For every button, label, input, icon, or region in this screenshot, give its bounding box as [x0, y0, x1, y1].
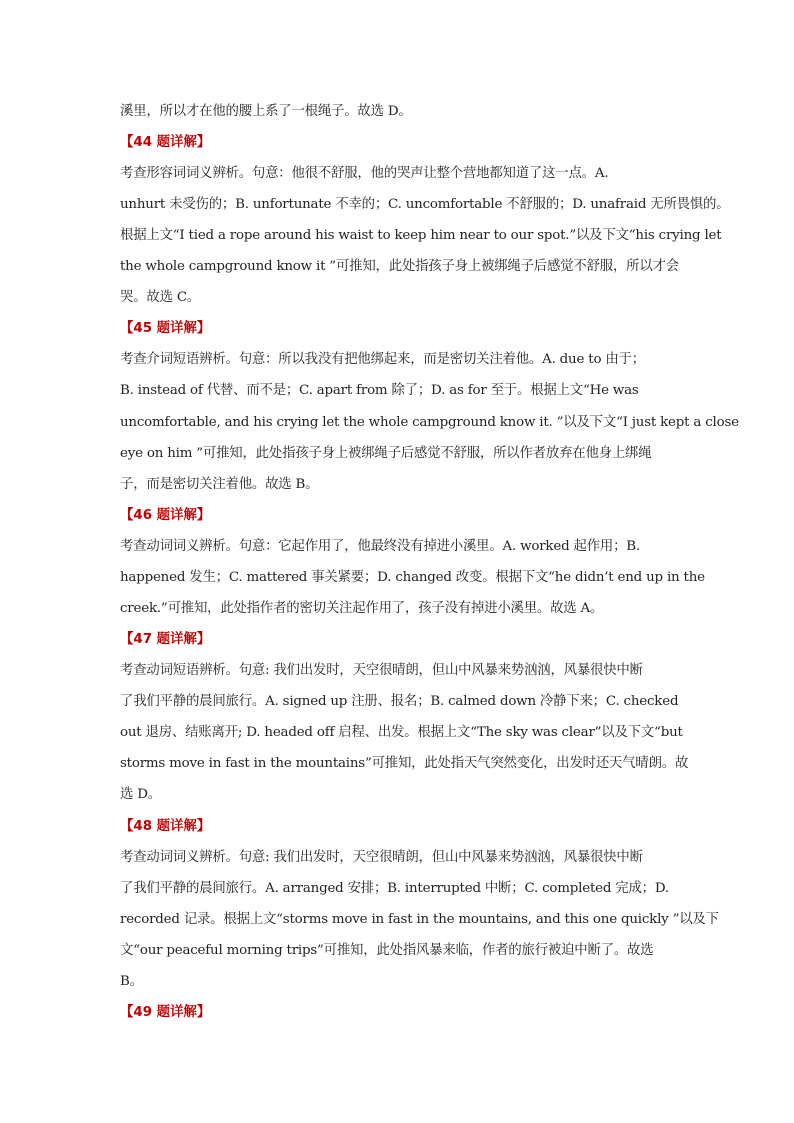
section-heading-45: 【45 题详解】	[120, 321, 211, 336]
text-line: 文“our peaceful morning trips”可推知，此处指风暴来临，作者的旅行被迫中断了。故选	[120, 943, 654, 958]
section-heading-44: 【44 题详解】	[120, 135, 211, 150]
text-line: 了我们平静的晨间旅行。A. arranged 安排；B. interrupted 中断；C. completed 完成；D.	[120, 881, 669, 896]
text-line: 根据上文“I tied a rope around his waist to keep him near to our spot.”以及下文“his crying let	[120, 228, 722, 243]
text-line: storms move in fast in the mountains”可推知，此处指天气突然变化，出发时还天气晴朗。故	[120, 756, 689, 771]
section-heading-49: 【49 题详解】	[120, 1005, 211, 1020]
text-line: 考查介词短语辨析。句意：所以我没有把他绑起来，而是密切关注着他。A. due to 由于；	[120, 352, 645, 367]
text-line: unhurt 未受伤的；B. unfortunate 不幸的；C. uncomfortable 不舒服的；D. unafraid 无所畏惧的。	[120, 197, 730, 212]
text-line: 考查形容词词义辨析。句意：他很不舒服，他的哭声让整个营地都知道了这一点。A.	[120, 166, 609, 181]
text-line: 子，而是密切关注着他。故选 B。	[120, 477, 319, 492]
text-line: 考查动词词义辨析。句意：它起作用了，他最终没有掉进小溪里。A. worked 起作用；B.	[120, 539, 640, 554]
section-heading-47: 【47 题详解】	[120, 632, 211, 647]
text-line: 了我们平静的晨间旅行。A. signed up 注册、报名；B. calmed down 冷静下来；C. checked	[120, 694, 679, 709]
text-line: happened 发生；C. mattered 事关紧要；D. changed 改变。根据下文“he didn’t end up in the	[120, 570, 705, 585]
text-line: eye on him ”可推知，此处指孩子身上被绑绳子后感觉不舒服，所以作者放弃在他身上绑绳	[120, 446, 652, 461]
text-line: out 退房、结账离开; D. headed off 启程、出发。根据上文“The sky was clear”以及下文“but	[120, 725, 683, 740]
text-line: 选 D。	[120, 787, 161, 802]
text-line: 溪里，所以才在他的腰上系了一根绳子。故选 D。	[120, 104, 412, 119]
text-line: recorded 记录。根据上文“storms move in fast in the mountains, and this one quickly ”以及下	[120, 912, 719, 927]
text-line: 考查动词短语辨析。句意: 我们出发时，天空很晴朗，但山中风暴来势汹汹，风暴很快中断	[120, 663, 643, 678]
text-line: creek.”可推知，此处指作者的密切关注起作用了，孩子没有掉进小溪里。故选 A。	[120, 601, 604, 616]
section-heading-46: 【46 题详解】	[120, 508, 211, 523]
text-line: B。	[120, 974, 143, 989]
text-line: 考查动词词义辨析。句意: 我们出发时，天空很晴朗，但山中风暴来势汹汹，风暴很快中断	[120, 850, 643, 865]
text-line: B. instead of 代替、而不是；C. apart from 除了；D. as for 至于。根据上文“He was	[120, 383, 639, 398]
section-heading-48: 【48 题详解】	[120, 819, 211, 834]
text-line: 哭。故选 C。	[120, 290, 201, 305]
text-line: uncomfortable, and his crying let the whole campground know it. ”以及下文“I just kept a close	[120, 415, 739, 430]
text-line: the whole campground know it ”可推知，此处指孩子身上被绑绳子后感觉不舒服，所以才会	[120, 259, 679, 274]
